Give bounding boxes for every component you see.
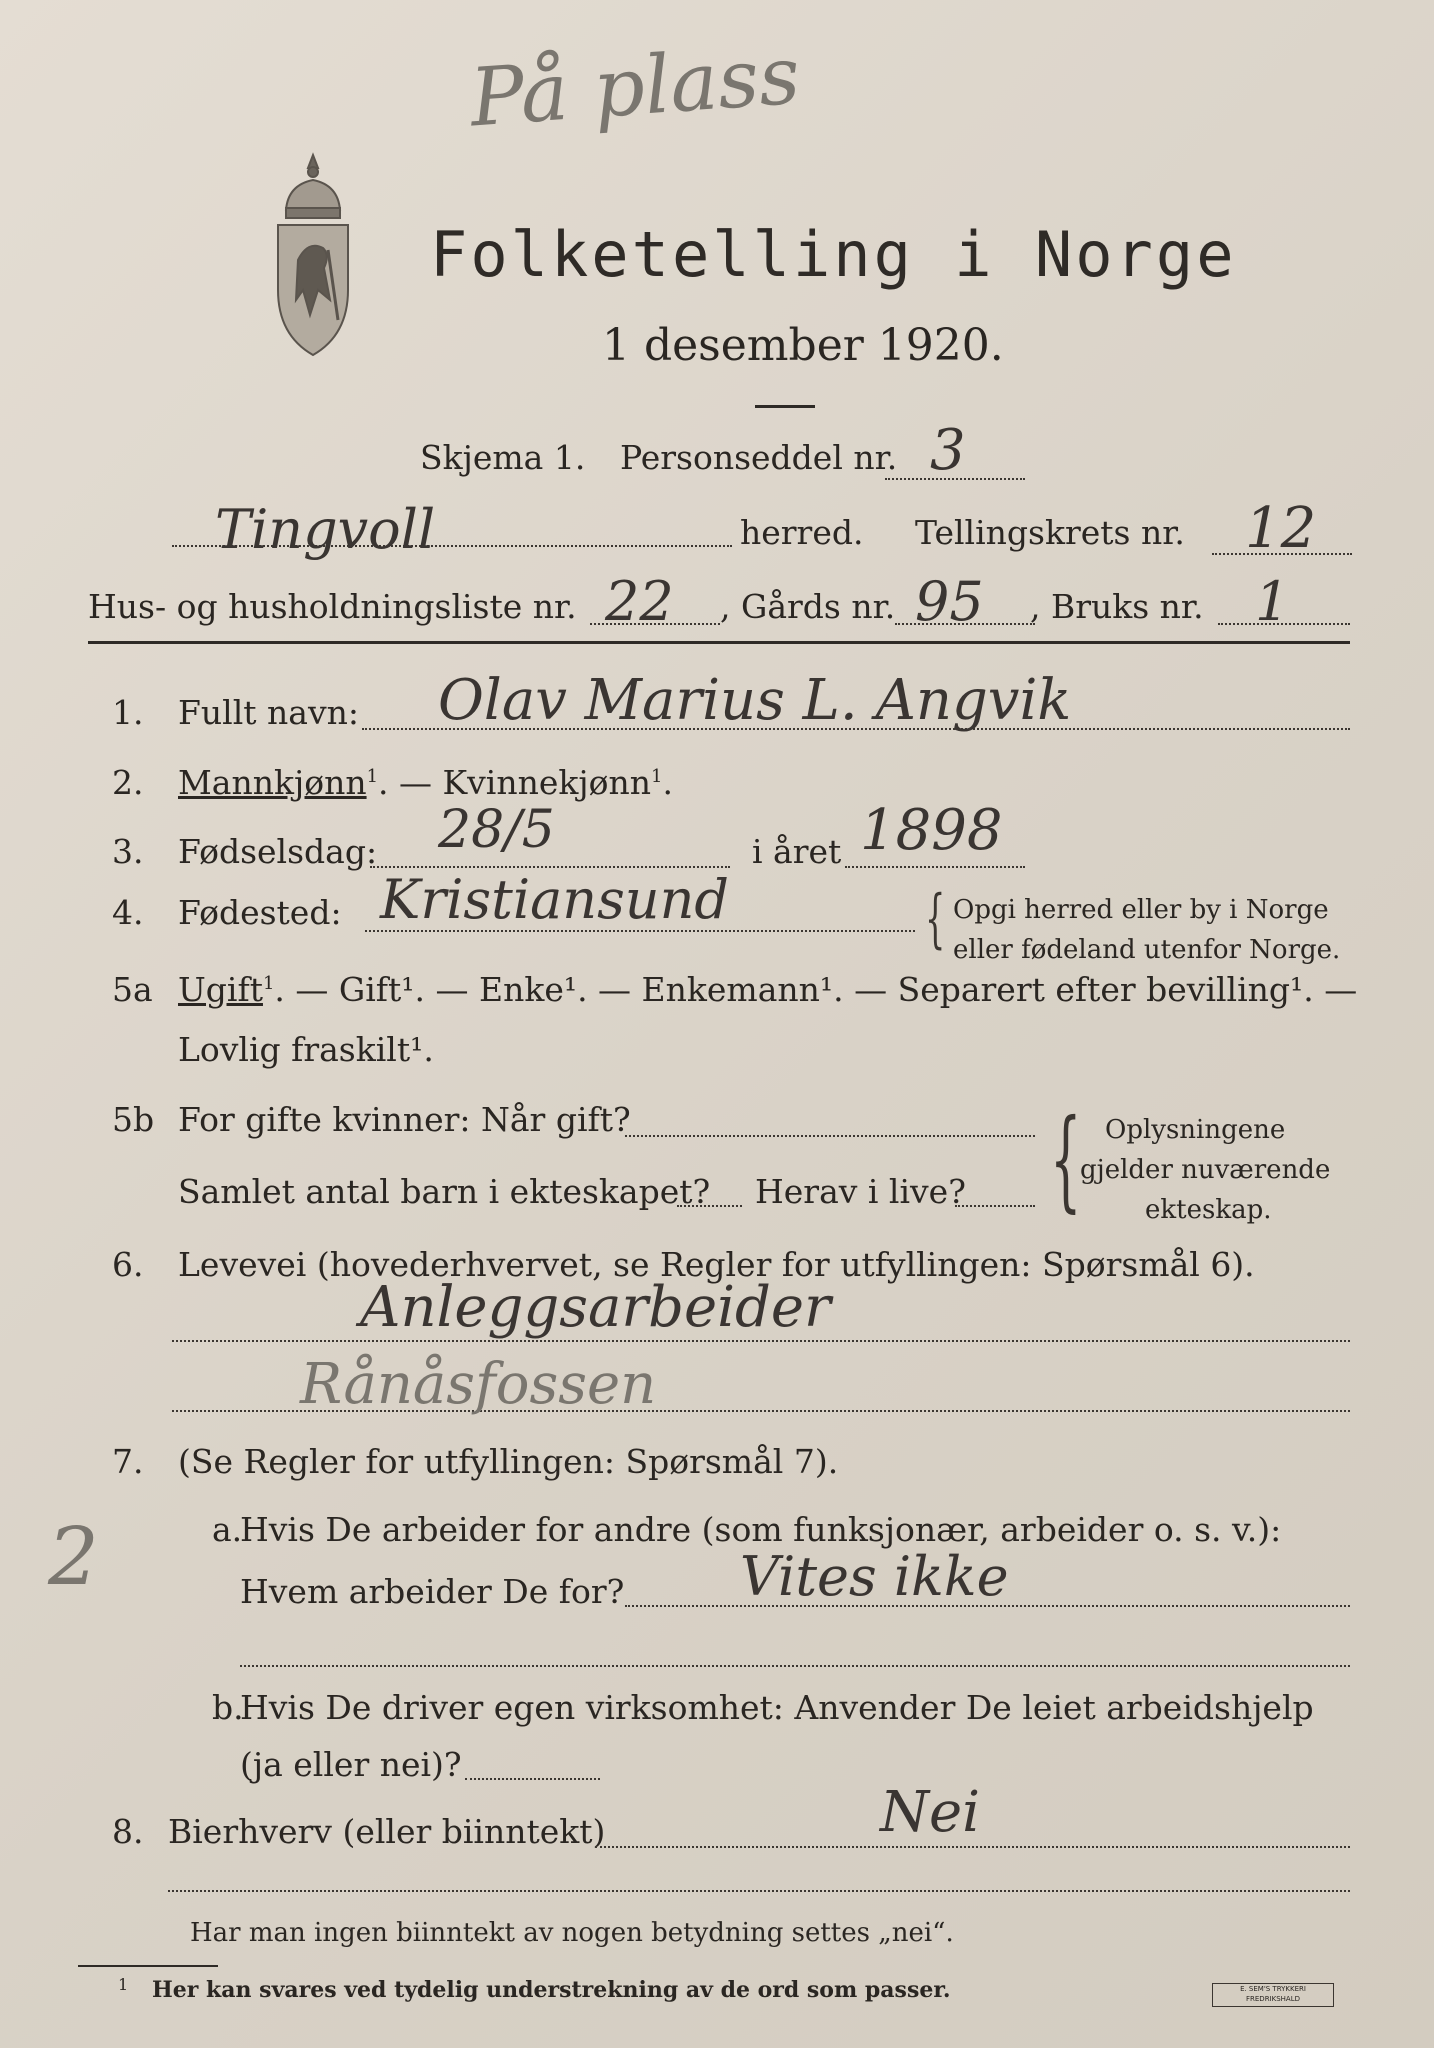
q7-label: (Se Regler for utfyllingen: Spørsmål 7). [178, 1442, 839, 1481]
q5b-note-3: ekteskap. [1145, 1195, 1272, 1225]
pencil-note-top: På plass [467, 28, 803, 145]
q5b-label-1: For gifte kvinner: Når gift? [178, 1100, 631, 1139]
q5b-line-3 [955, 1205, 1035, 1207]
personseddel-label: Personseddel nr. [620, 438, 898, 477]
footnote-mark: 1 [118, 1975, 129, 1994]
q5a-line-2: Lovlig fraskilt¹. [178, 1030, 434, 1069]
husliste-label: Hus- og husholdningsliste nr. [88, 587, 577, 626]
year-line [845, 866, 1025, 868]
q7a-line-2 [240, 1665, 1350, 1667]
q2-gender-line: Mannkjønn$^1$. — Kvinnekjønn$^1$. [178, 763, 673, 802]
q2-number: 2. [112, 763, 144, 802]
birthday-value: 28/5 [438, 800, 555, 860]
q5b-note-2: gjelder nuværende [1080, 1155, 1331, 1185]
q1-label: Fullt navn: [178, 693, 359, 732]
q8-label: Bierhverv (eller biinntekt) [168, 1812, 606, 1851]
skjema-label: Skjema 1. [420, 438, 586, 477]
herred-value: Tingvoll [215, 498, 436, 561]
title-divider [755, 405, 815, 408]
year-label: i året [752, 832, 842, 871]
q4-note-1: Opgi herred eller by i Norge [953, 895, 1329, 925]
q4-number: 4. [112, 893, 144, 932]
gender-separator: . — [378, 763, 443, 802]
margin-pencil-mark: 2 [48, 1510, 99, 1603]
footnote-divider [78, 1965, 218, 1967]
q1-number: 1. [112, 693, 144, 732]
form-title: Folketelling i Norge [430, 218, 1237, 291]
husliste-value: 22 [605, 570, 674, 633]
q7-number: 7. [112, 1442, 144, 1481]
q7a-letter: a. [212, 1510, 243, 1549]
q8-line [595, 1846, 1350, 1848]
q4-brace: { [925, 882, 946, 956]
q5b-line-2 [677, 1205, 742, 1207]
gender-female: Kvinnekjønn [442, 763, 652, 802]
q7b-letter: b. [212, 1688, 244, 1727]
gards-label: , Gårds nr. [720, 587, 896, 626]
birth-year-value: 1898 [860, 798, 1003, 863]
gards-value: 95 [915, 570, 984, 633]
q5b-number: 5b [112, 1100, 155, 1139]
q6-pencil-note: Rånåsfossen [300, 1352, 657, 1417]
q5b-line-1 [625, 1135, 1035, 1137]
q5b-note-1: Oplysningene [1105, 1115, 1286, 1145]
herred-label: herred. [740, 513, 864, 552]
side-income-value: Nei [880, 1780, 981, 1845]
tellingskrets-value: 12 [1245, 496, 1317, 561]
status-options: . — Gift¹. — Enke¹. — Enkemann¹. — Separert efter bevilling¹. — [274, 970, 1358, 1009]
occupation-value: Anleggsarbeider [360, 1275, 831, 1340]
q7a-label-2: Hvem arbeider De for? [240, 1572, 625, 1611]
birthplace-value: Kristiansund [380, 868, 729, 931]
header-divider [88, 641, 1350, 644]
coat-of-arms-icon [258, 150, 368, 364]
q7b-line [465, 1778, 600, 1780]
q3-label: Fødselsdag: [178, 832, 378, 871]
tellingskrets-label: Tellingskrets nr. [915, 513, 1185, 552]
bruks-label: , Bruks nr. [1030, 587, 1204, 626]
q7a-label: Hvis De arbeider for andre (som funksjonær, arbeider o. s. v.): [240, 1510, 1282, 1549]
printer-stamp: E. SEM'S TRYKKERI FREDRIKSHALD [1212, 1983, 1334, 2007]
q6-label: Levevei (hovederhvervet, se Regler for utfyllingen: Spørsmål 6). [178, 1245, 1255, 1284]
gender-end: . [662, 763, 673, 802]
q4-note-2: eller fødeland utenfor Norge. [953, 935, 1341, 965]
employer-value: Vites ikke [740, 1545, 1009, 1608]
q5a-line: Ugift$^1$. — Gift¹. — Enke¹. — Enkemann¹. — Separert efter bevilling¹. — [178, 970, 1358, 1009]
q6-line-1 [172, 1340, 1350, 1342]
q5b-brace: { [1050, 1095, 1082, 1223]
q7b-label-2: (ja eller nei)? [240, 1745, 462, 1784]
q5b-label-2: Samlet antal barn i ekteskapet? [178, 1172, 711, 1211]
q5a-number: 5a [112, 970, 153, 1009]
form-date: 1 desember 1920. [602, 320, 1004, 371]
status-ugift: Ugift [178, 970, 263, 1009]
q3-number: 3. [112, 832, 144, 871]
q8-number: 8. [112, 1812, 144, 1851]
gender-male: Mannkjønn [178, 763, 367, 802]
footnote-text: Her kan svares ved tydelig understrekning av de ord som passer. [152, 1977, 951, 2003]
q7b-label: Hvis De driver egen virksomhet: Anvender De leiet arbeidshjelp [240, 1688, 1314, 1727]
q4-label: Fødested: [178, 893, 342, 932]
full-name-value: Olav Marius L. Angvik [438, 668, 1072, 733]
q5b-label-3: Herav i live? [755, 1172, 966, 1211]
bruks-value: 1 [1255, 570, 1290, 633]
q8-line-2 [168, 1890, 1350, 1892]
q6-number: 6. [112, 1245, 144, 1284]
personseddel-value: 3 [930, 418, 966, 483]
instruction-note: Har man ingen biinntekt av nogen betydning settes „nei“. [190, 1918, 954, 1948]
